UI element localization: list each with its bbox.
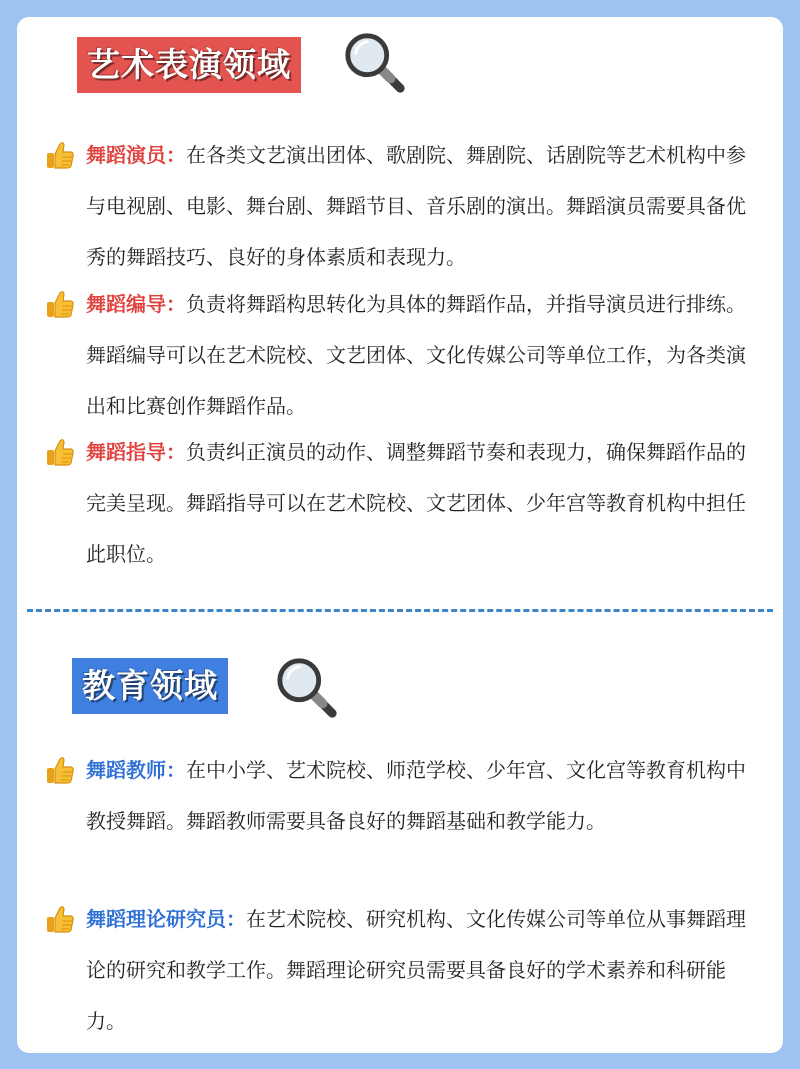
list-item-choreographer (45, 279, 765, 432)
list-item-teacher (45, 745, 765, 847)
item-term: 舞蹈演员： (86, 143, 186, 167)
dashed-divider (27, 609, 773, 612)
item-term: 舞蹈理论研究员： (86, 907, 246, 931)
list-item-dancer (45, 130, 765, 283)
item-term: 舞蹈教师： (86, 758, 186, 782)
item-desc: 负责纠正演员的动作、调整舞蹈节奏和表现力，确保舞蹈作品的完美呈现。舞蹈指导可以在艺术院校、文艺团体、少年宫等教育机构中担任此职位。 (86, 440, 746, 566)
item-desc: 在中小学、艺术院校、师范学校、少年宫、文化宫等教育机构中教授舞蹈。舞蹈教师需要具备良好的舞蹈基础和教学能力。 (86, 758, 746, 833)
section-title-education: 教育领域 (72, 658, 228, 714)
magnifier-icon (342, 30, 410, 98)
item-term: 舞蹈编导： (86, 292, 186, 316)
thumbs-up-icon (45, 289, 75, 319)
thumbs-up-icon (45, 437, 75, 467)
item-desc: 在各类文艺演出团体、歌剧院、舞剧院、话剧院等艺术机构中参与电视剧、电影、舞台剧、舞蹈节目、音乐剧的演出。舞蹈演员需要具备优秀的舞蹈技巧、良好的身体素质和表现力。 (86, 143, 746, 269)
thumbs-up-icon (45, 755, 75, 785)
magnifier-icon (274, 655, 342, 723)
content-card (17, 17, 783, 1053)
thumbs-up-icon (45, 904, 75, 934)
thumbs-up-icon (45, 140, 75, 170)
list-item-researcher (45, 894, 765, 1047)
list-item-instructor (45, 427, 765, 580)
item-desc: 在艺术院校、研究机构、文化传媒公司等单位从事舞蹈理论的研究和教学工作。舞蹈理论研究员需要具备良好的学术素养和科研能力。 (86, 907, 746, 1033)
item-desc: 负责将舞蹈构思转化为具体的舞蹈作品，并指导演员进行排练。舞蹈编导可以在艺术院校、文艺团体、文化传媒公司等单位工作，为各类演出和比赛创作舞蹈作品。 (86, 292, 746, 418)
section-title-performance: 艺术表演领域 (77, 37, 301, 93)
item-term: 舞蹈指导： (86, 440, 186, 464)
